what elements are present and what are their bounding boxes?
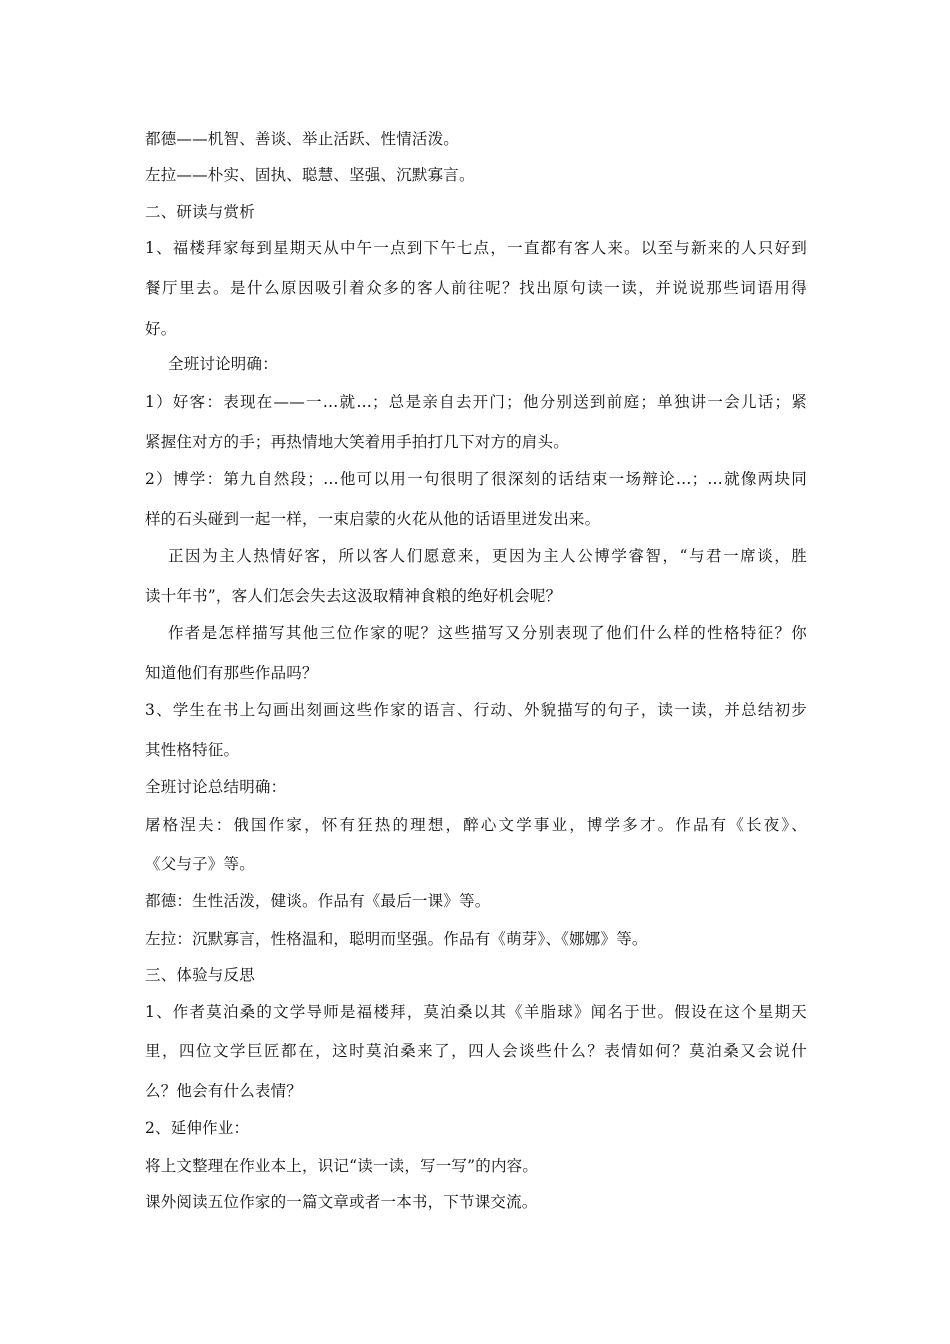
text-line: 《父与子》等。 [145,855,255,873]
text-line: 紧握住对方的手；再热情地大笑着用手拍打几下对方的肩头。 [145,433,569,451]
text-line: 屠格涅夫：俄国作家，怀有狂热的理想，醉心文学事业，博学多才。作品有《长夜》、 [145,816,807,834]
text-line: 都德：生性活泼，健谈。作品有《最后一课》等。 [145,892,491,910]
section-heading: 三、体验与反思 [145,966,255,984]
text-line: 左拉——朴实、固执、聪慧、坚强、沉默寡言。 [145,166,475,184]
text-line: 3、学生在书上勾画出刻画这些作家的语言、行动、外貌描写的句子，读一读，并总结初步 [145,701,807,719]
text-line: 1、作者莫泊桑的文学导师是福楼拜，莫泊桑以其《羊脂球》闻名于世。假设在这个星期天 [145,1003,807,1021]
text-line: 2）博学：第九自然段；…他可以用一句很明了很深刻的话结束一场辩论…；…就像两块同 [145,470,807,488]
text-line: 左拉：沉默寡言，性格温和，聪明而坚强。作品有《萌芽》、《娜娜》等。 [145,930,648,948]
text-line: 样的石头碰到一起一样，一束启蒙的火花从他的话语里迸发出来。 [145,510,601,528]
text-line: 好。 [145,320,177,338]
text-line: 么？他会有什么表情？ [145,1082,303,1100]
text-line: 读十年书”，客人们怎会失去这汲取精神食粮的绝好机会呢？ [145,587,562,605]
text-line: 作者是怎样描写其他三位作家的呢？这些描写又分别表现了他们什么样的性格特征？你 [168,624,807,642]
text-line: 餐厅里去。是什么原因吸引着众多的客人前往呢？找出原句读一读，并说说那些词语用得 [145,279,807,297]
section-heading: 二、研读与赏析 [145,203,255,221]
text-line: 都德——机智、善谈、举止活跃、性情活泼。 [145,130,460,148]
text-line: 全班讨论总结明确： [145,778,287,796]
text-line: 将上文整理在作业本上，识记“读一读，写一写”的内容。 [145,1157,539,1175]
text-line: 里，四位文学巨匠都在，这时莫泊桑来了，四人会谈些什么？表情如何？莫泊桑又会说什 [145,1042,807,1060]
text-line: 2、延伸作业： [145,1119,250,1137]
text-line: 课外阅读五位作家的一篇文章或者一本书，下节课交流。 [145,1193,538,1211]
text-line: 1、福楼拜家每到星期天从中午一点到下午七点，一直都有客人来。以至与新来的人只好到 [145,239,807,257]
text-line: 1）好客：表现在——一…就…；总是亲自去开门；他分别送到前庭；单独讲一会儿话；紧 [145,393,807,411]
text-line: 正因为主人热情好客，所以客人们愿意来，更因为主人公博学睿智，“与君一席谈，胜 [168,547,807,565]
text-line: 知道他们有那些作品吗？ [145,664,318,682]
text-line: 其性格特征。 [145,741,240,759]
text-line: 全班讨论明确： [168,355,278,373]
